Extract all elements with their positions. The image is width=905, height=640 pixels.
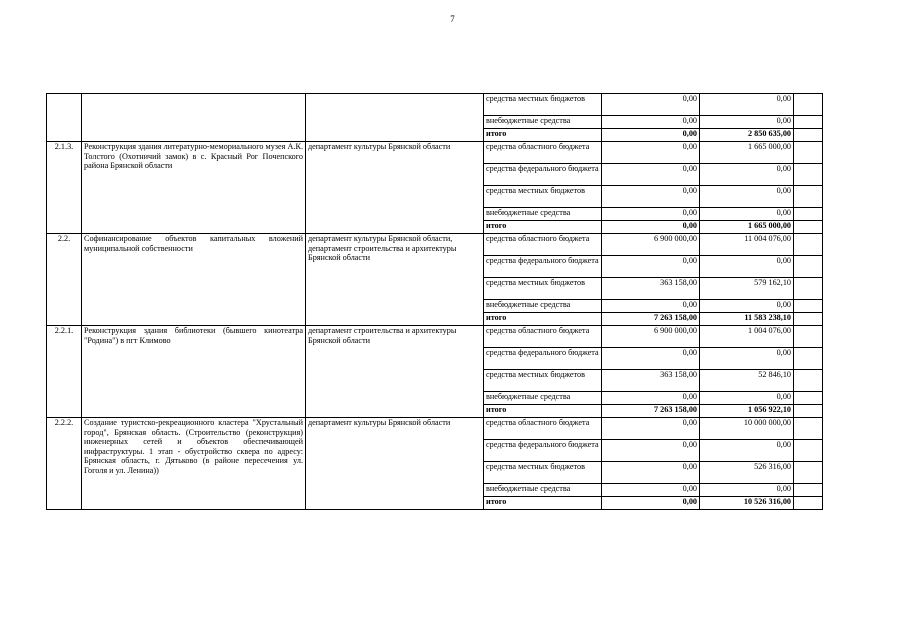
amount-cell-first: 0,00 (602, 186, 700, 208)
amount-cell-second: 1 665 000,00 (700, 221, 794, 234)
amount-cell-second: 2 850 635,00 (700, 129, 794, 142)
budget-table (46, 93, 823, 510)
funding-source-cell: внебюджетные средства (484, 300, 602, 313)
item-name-cell: Реконструкция здания литературно-мемориального музея А.К. Толстого (Охотничий замок) в с. Красный Рог Почепского района Брянской области (82, 142, 306, 234)
item-name-cell (82, 94, 306, 142)
amount-cell-first: 6 900 000,00 (602, 326, 700, 348)
amount-cell-second: 0,00 (700, 440, 794, 462)
empty-cell (794, 440, 823, 462)
amount-cell-second: 11 583 238,10 (700, 313, 794, 326)
funding-source-cell: средства областного бюджета (484, 142, 602, 164)
amount-cell-second: 0,00 (700, 392, 794, 405)
empty-cell (794, 221, 823, 234)
empty-cell (794, 405, 823, 418)
empty-cell (794, 129, 823, 142)
empty-cell (794, 208, 823, 221)
amount-cell-first: 0,00 (602, 462, 700, 484)
amount-cell-first: 0,00 (602, 348, 700, 370)
item-name-cell: Софинансирование объектов капитальных вложений муниципальной собственности (82, 234, 306, 326)
amount-cell-first: 0,00 (602, 497, 700, 510)
funding-source-cell: средства местных бюджетов (484, 94, 602, 116)
funding-source-cell: средства федерального бюджета (484, 164, 602, 186)
empty-cell (794, 313, 823, 326)
amount-cell-first: 7 263 158,00 (602, 313, 700, 326)
funding-source-cell: средства федерального бюджета (484, 440, 602, 462)
amount-cell-second: 1 665 000,00 (700, 142, 794, 164)
funding-source-cell: средства местных бюджетов (484, 462, 602, 484)
amount-cell-second: 0,00 (700, 186, 794, 208)
funding-source-cell: средства местных бюджетов (484, 370, 602, 392)
amount-cell-first: 0,00 (602, 484, 700, 497)
amount-cell-second: 10 526 316,00 (700, 497, 794, 510)
amount-cell-second: 11 004 076,00 (700, 234, 794, 256)
amount-cell-first: 0,00 (602, 221, 700, 234)
amount-cell-second: 52 846,10 (700, 370, 794, 392)
amount-cell-first: 363 158,00 (602, 278, 700, 300)
executor-cell: департамент культуры Брянской области (306, 142, 484, 234)
empty-cell (794, 94, 823, 116)
empty-cell (794, 392, 823, 405)
funding-source-cell: средства федерального бюджета (484, 348, 602, 370)
empty-cell (794, 462, 823, 484)
amount-cell-first: 0,00 (602, 256, 700, 278)
funding-source-cell: внебюджетные средства (484, 484, 602, 497)
item-name-cell: Реконструкция здания библиотеки (бывшего кинотеатра "Родина") в пгт Климово (82, 326, 306, 418)
funding-source-cell: итого (484, 497, 602, 510)
empty-cell (794, 370, 823, 392)
amount-cell-first: 0,00 (602, 392, 700, 405)
funding-source-cell: итого (484, 129, 602, 142)
amount-cell-second: 579 162,10 (700, 278, 794, 300)
item-number-cell: 2.1.3. (47, 142, 82, 234)
item-name-cell: Создание туристско-рекреационного кластера "Хрустальный город", Брянская область. (Строительство (реконструкция) инженерных сетей и объектов обеспечивающей инфраструктуры. 1 этап - обустройство сквера по адресу: Брянская область, г. Дятьково (в районе пересечения ул. Гоголя и ул. Ленина)) (82, 418, 306, 510)
amount-cell-second: 10 000 000,00 (700, 418, 794, 440)
executor-cell (306, 94, 484, 142)
funding-source-cell: средства областного бюджета (484, 234, 602, 256)
funding-source-cell: итого (484, 313, 602, 326)
page-number: 7 (450, 14, 455, 24)
amount-cell-first: 363 158,00 (602, 370, 700, 392)
executor-cell: департамент культуры Брянской области, департамент строительства и архитектуры Брянской области (306, 234, 484, 326)
item-number-cell: 2.2. (47, 234, 82, 326)
table-row (47, 326, 823, 348)
funding-source-cell: средства областного бюджета (484, 326, 602, 348)
amount-cell-first: 0,00 (602, 300, 700, 313)
table-row (47, 418, 823, 440)
funding-source-cell: средства местных бюджетов (484, 278, 602, 300)
amount-cell-first: 0,00 (602, 418, 700, 440)
amount-cell-second: 1 004 076,00 (700, 326, 794, 348)
funding-source-cell: итого (484, 221, 602, 234)
table-row (47, 94, 823, 116)
empty-cell (794, 278, 823, 300)
amount-cell-second: 0,00 (700, 116, 794, 129)
funding-source-cell: средства федерального бюджета (484, 256, 602, 278)
amount-cell-first: 0,00 (602, 142, 700, 164)
funding-source-cell: средства областного бюджета (484, 418, 602, 440)
item-number-cell: 2.2.1. (47, 326, 82, 418)
empty-cell (794, 484, 823, 497)
amount-cell-first: 6 900 000,00 (602, 234, 700, 256)
amount-cell-second: 0,00 (700, 256, 794, 278)
table-row (47, 234, 823, 256)
amount-cell-first: 0,00 (602, 116, 700, 129)
funding-source-cell: средства местных бюджетов (484, 186, 602, 208)
item-number-cell (47, 94, 82, 142)
empty-cell (794, 234, 823, 256)
funding-source-cell: внебюджетные средства (484, 208, 602, 221)
table-row (47, 142, 823, 164)
empty-cell (794, 164, 823, 186)
empty-cell (794, 418, 823, 440)
funding-source-cell: внебюджетные средства (484, 116, 602, 129)
amount-cell-second: 0,00 (700, 348, 794, 370)
funding-source-cell: итого (484, 405, 602, 418)
amount-cell-second: 1 056 922,10 (700, 405, 794, 418)
amount-cell-second: 0,00 (700, 300, 794, 313)
amount-cell-first: 0,00 (602, 164, 700, 186)
empty-cell (794, 116, 823, 129)
amount-cell-first: 0,00 (602, 94, 700, 116)
amount-cell-second: 0,00 (700, 484, 794, 497)
amount-cell-second: 0,00 (700, 208, 794, 221)
amount-cell-first: 7 263 158,00 (602, 405, 700, 418)
amount-cell-second: 0,00 (700, 164, 794, 186)
empty-cell (794, 326, 823, 348)
amount-cell-first: 0,00 (602, 129, 700, 142)
empty-cell (794, 186, 823, 208)
amount-cell-first: 0,00 (602, 440, 700, 462)
amount-cell-first: 0,00 (602, 208, 700, 221)
empty-cell (794, 142, 823, 164)
item-number-cell: 2.2.2. (47, 418, 82, 510)
executor-cell: департамент культуры Брянской области (306, 418, 484, 510)
empty-cell (794, 497, 823, 510)
empty-cell (794, 348, 823, 370)
amount-cell-second: 526 316,00 (700, 462, 794, 484)
executor-cell: департамент строительства и архитектуры Брянской области (306, 326, 484, 418)
amount-cell-second: 0,00 (700, 94, 794, 116)
empty-cell (794, 256, 823, 278)
funding-source-cell: внебюджетные средства (484, 392, 602, 405)
empty-cell (794, 300, 823, 313)
